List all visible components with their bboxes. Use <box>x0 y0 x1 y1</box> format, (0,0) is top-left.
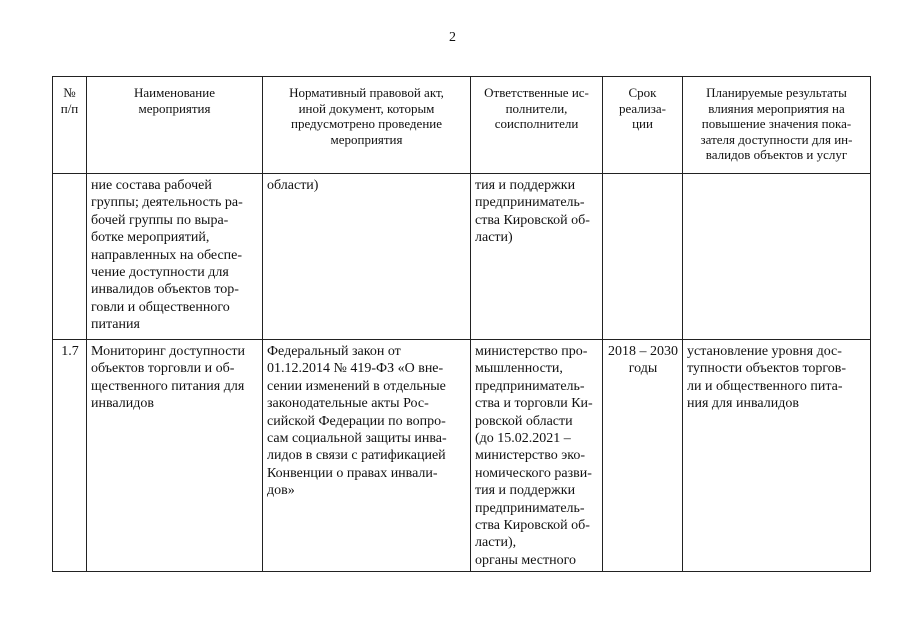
header-number: № п/п <box>53 77 87 174</box>
cell-legal-act: Федеральный закон от 01.12.2014 № 419-ФЗ «О вне- сении изменений в отдельные законодательные акты Рос- сийской Федерации по вопро- сам социальной защиты инва- лидов в связи с ратификацией Конвенции о правах инвали- дов» <box>263 340 471 572</box>
cell-legal-act: области) <box>263 174 471 340</box>
cell-number <box>53 174 87 340</box>
page-number: 2 <box>449 30 456 45</box>
cell-term <box>603 174 683 340</box>
cell-executors: министерство про- мышленности, предприниматель- ства и торговли Ки- ровской области (до 15.02.2021 – министерство эко- номического разви- тия и поддержки предприниматель- ства Кировской об- ласти), органы местного <box>471 340 603 572</box>
table-header-row <box>53 77 871 174</box>
table-row <box>53 340 871 572</box>
measures-table <box>52 76 871 572</box>
table-row <box>53 174 871 340</box>
header-measure-name: Наименование мероприятия <box>87 77 263 174</box>
cell-measure-name: ние состава рабочей группы; деятельность ра- бочей группы по выра- ботке мероприятий, направленных на обеспе- чение доступности для инвалидов объектов тор- говли и общественного питания <box>87 174 263 340</box>
cell-term: 2018 – 2030 годы <box>603 340 683 572</box>
header-results: Планируемые результаты влияния мероприятия на повышение значения пока- зателя доступности для ин- валидов объектов и услуг <box>683 77 871 174</box>
header-term: Срок реализа- ции <box>603 77 683 174</box>
cell-measure-name: Мониторинг доступности объектов торговли и об- щественного питания для инвалидов <box>87 340 263 572</box>
cell-number: 1.7 <box>53 340 87 572</box>
header-executors: Ответственные ис- полнители, соисполнители <box>471 77 603 174</box>
cell-results: установление уровня дос- тупности объектов торгов- ли и общественного пита- ния для инвалидов <box>683 340 871 572</box>
cell-results <box>683 174 871 340</box>
header-legal-act: Нормативный правовой акт, иной документ, которым предусмотрено проведение мероприятия <box>263 77 471 174</box>
cell-executors: тия и поддержки предприниматель- ства Кировской об- ласти) <box>471 174 603 340</box>
